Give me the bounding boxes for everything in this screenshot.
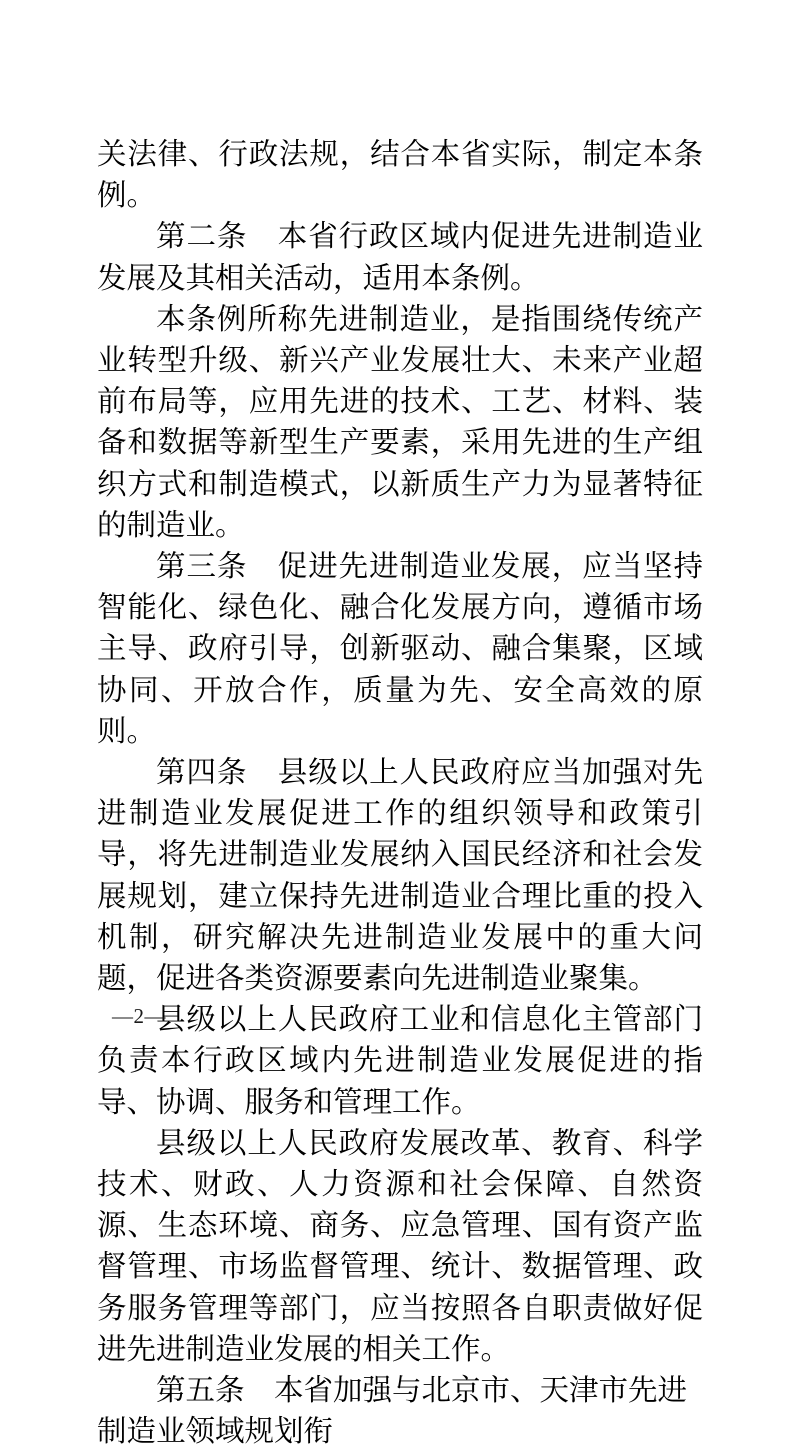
paragraph-continuation [97, 134, 703, 216]
paragraph-text: 县级以上人民政府应当加强对先进制造业发展促进工作的组织领导和政策引导，将先进制造业发展纳入国民经济和社会发展规划，建立保持先进制造业合理比重的投入机制，研究解决先进制造业发展中的重大问题，促进各类资源要素向先进制造业聚集。 [97, 756, 703, 996]
page-number-footer: —2— [112, 1004, 166, 1028]
article-label-2: 第二条 [156, 220, 248, 254]
paragraph-text: 本省行政区域内促进先进制造业发展及其相关活动，适用本条例。 [97, 220, 703, 295]
paragraph-article-5 [97, 1370, 703, 1452]
paragraph-text: 本省加强与北京市、天津市先进制造业领域规划衔 [97, 1374, 688, 1449]
paragraph-industry-department [97, 999, 703, 1123]
paragraph-other-departments [97, 1123, 703, 1370]
paragraph-text: 关法律、行政法规，结合本省实际，制定本条例。 [97, 138, 703, 213]
article-label-5: 第五条 [156, 1374, 245, 1408]
paragraph-article-2 [97, 216, 703, 298]
paragraph-text: 促进先进制造业发展，应当坚持智能化、绿色化、融合化发展方向，遵循市场主导、政府引导，创新驱动、融合集聚，区域协同、开放合作，质量为先、安全高效的原则。 [97, 550, 703, 748]
document-text-block [97, 134, 703, 1453]
paragraph-article-4 [97, 752, 703, 999]
paragraph-article-3 [97, 546, 703, 752]
article-label-3: 第三条 [156, 550, 248, 584]
paragraph-text: 本条例所称先进制造业，是指围绕传统产业转型升级、新兴产业发展壮大、未来产业超前布局等，应用先进的技术、工艺、材料、装备和数据等新型生产要素，采用先进的生产组织方式和制造模式，以新质生产力为显著特征的制造业。 [97, 302, 703, 542]
paragraph-definition [97, 299, 703, 546]
paragraph-text: 县级以上人民政府工业和信息化主管部门负责本行政区域内先进制造业发展促进的指导、协调、服务和管理工作。 [97, 1003, 703, 1119]
article-label-4: 第四条 [156, 756, 248, 790]
paragraph-text: 县级以上人民政府发展改革、教育、科学技术、财政、人力资源和社会保障、自然资源、生态环境、商务、应急管理、国有资产监督管理、市场监督管理、统计、数据管理、政务服务管理等部门，应当按照各自职责做好促进先进制造业发展的相关工作。 [97, 1126, 703, 1366]
